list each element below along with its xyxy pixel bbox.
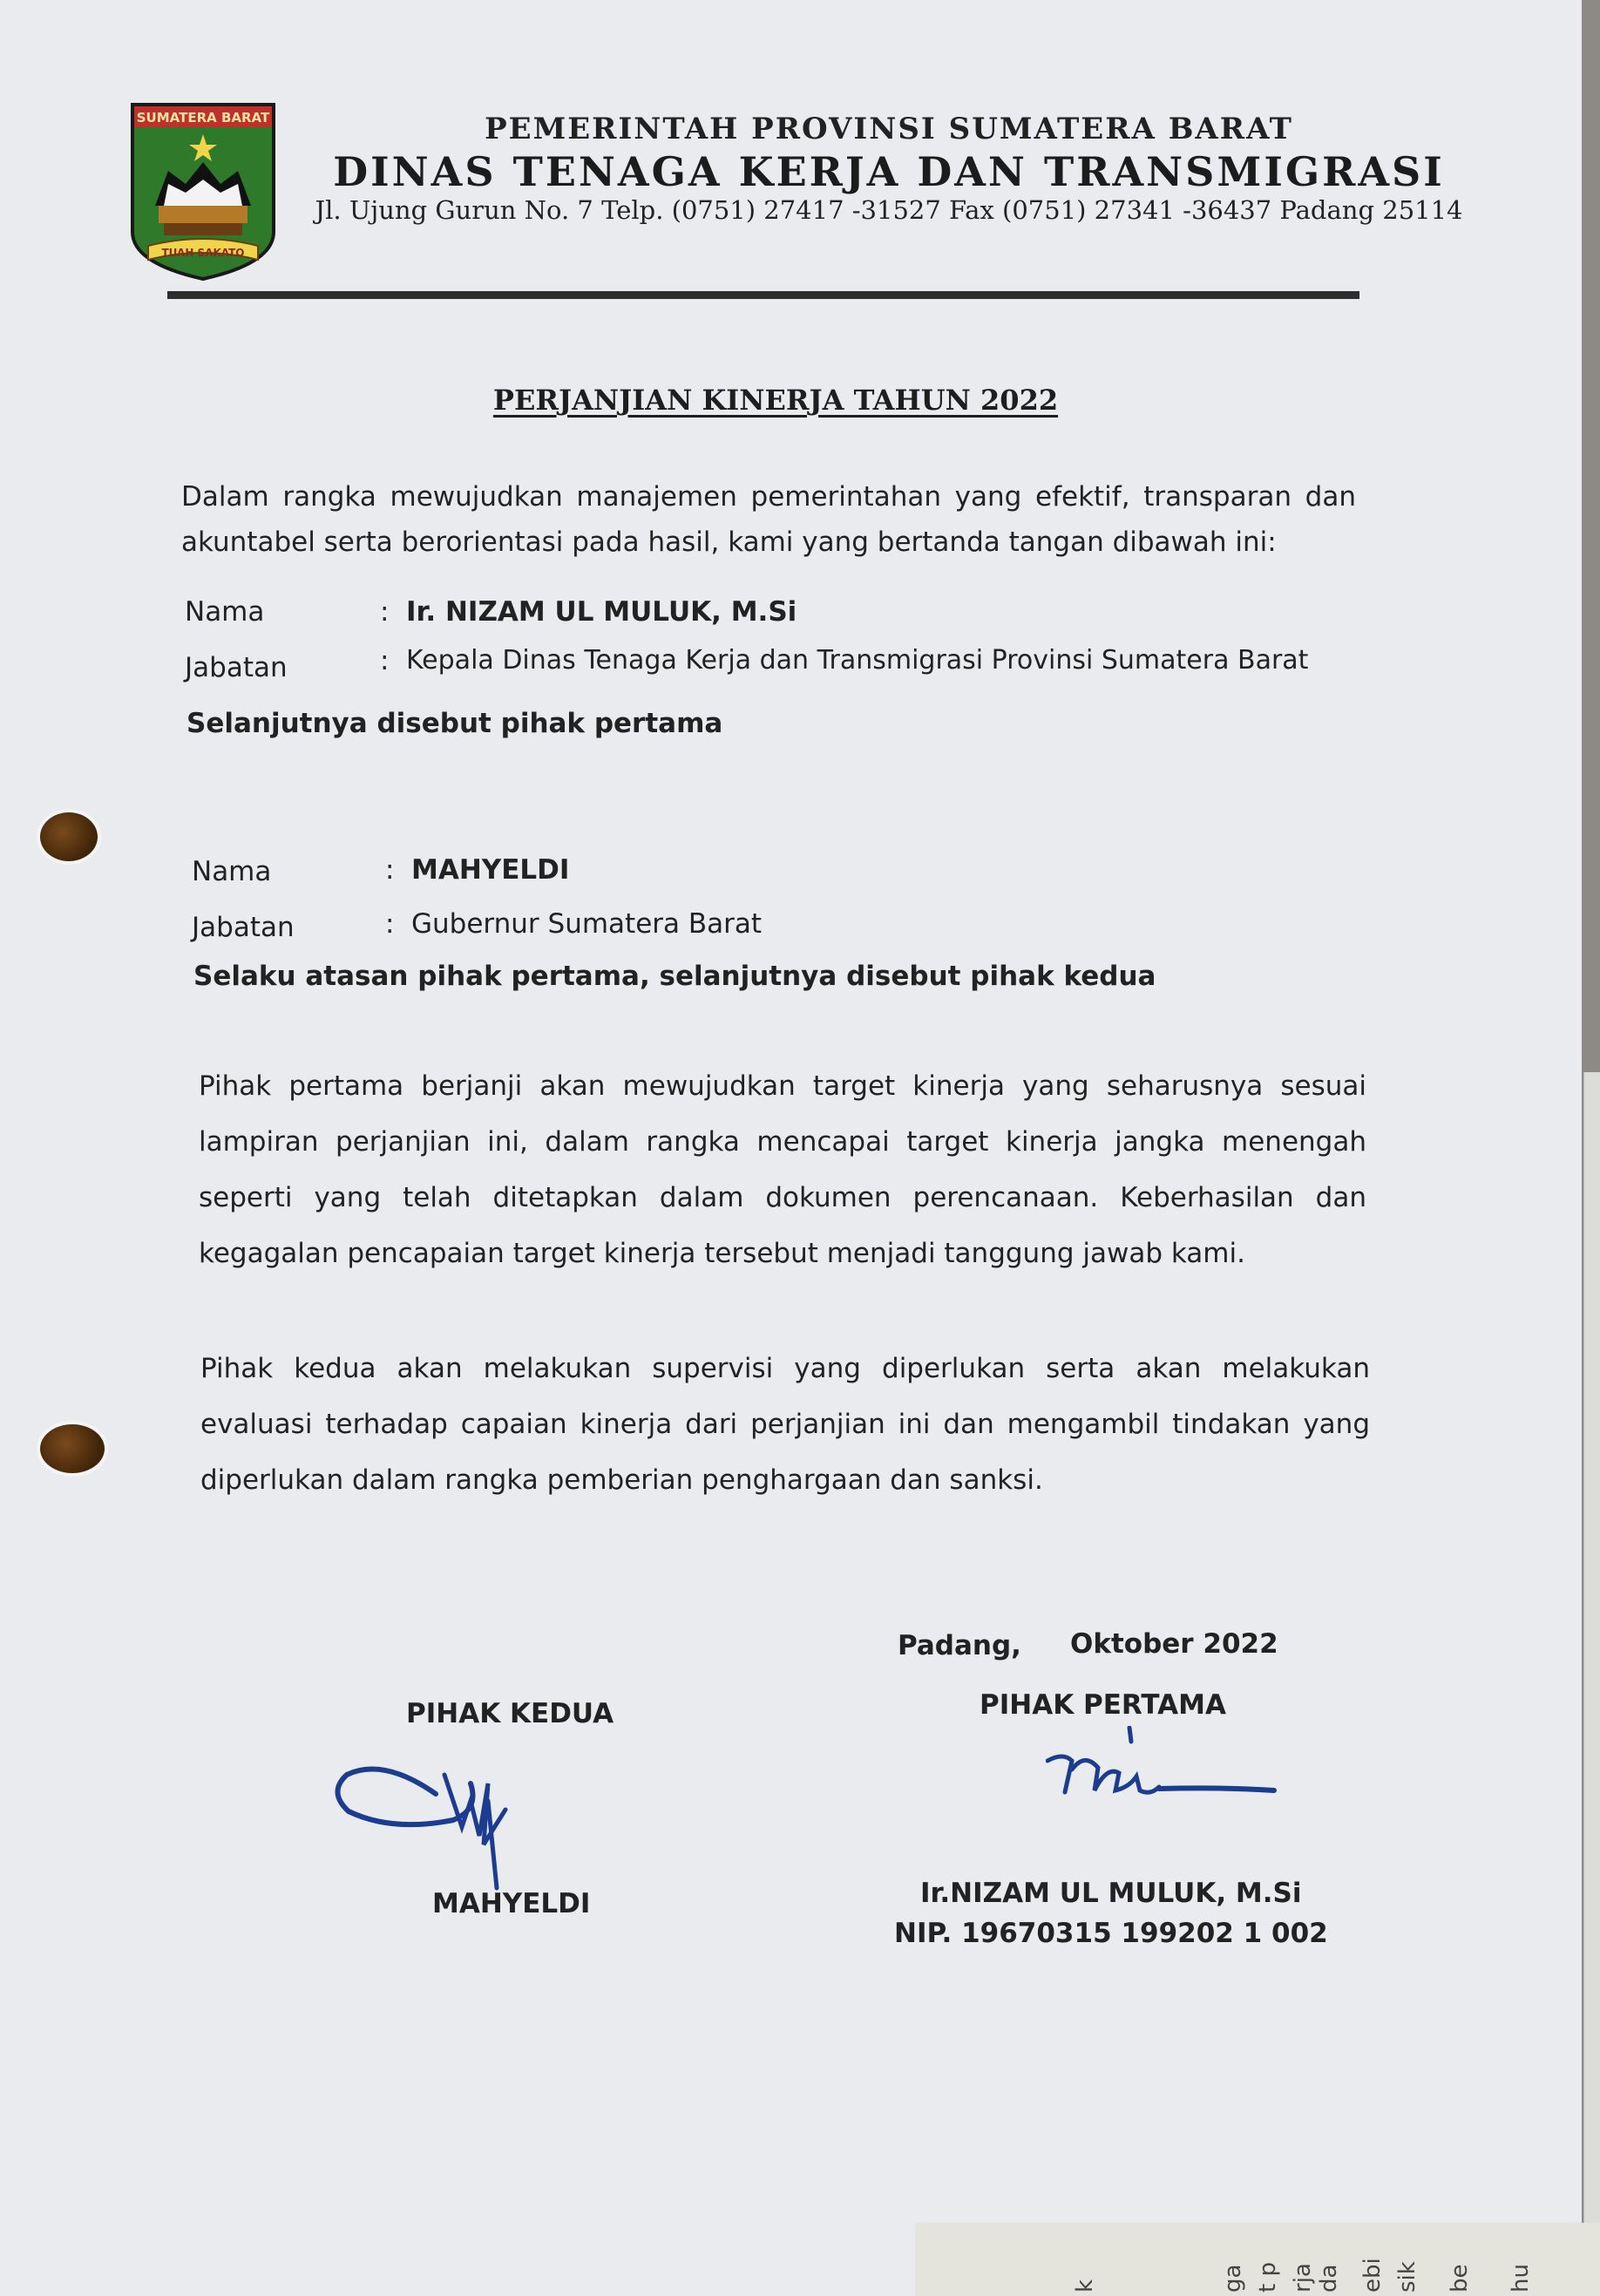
paragraph2-line: Pihak kedua akan melakukan supervisi yang diperlukan serta akan melakukan (200, 1353, 1370, 1384)
punch-hole (40, 812, 98, 861)
province-emblem-logo (129, 101, 277, 281)
left-handwritten-signature (331, 1749, 540, 1900)
signing-place: Padang, (898, 1630, 1021, 1661)
underlying-page-strip (915, 2223, 1600, 2296)
paragraph1-line: lampiran perjanjian ini, dalam rangka mencapai target kinerja jangka menengah (199, 1126, 1366, 1158)
paragraph2-line: evaluasi terhadap capaian kinerja dari perjanjian ini dan mengambil tindakan yang (200, 1409, 1370, 1440)
underlying-fragment: t p (1255, 2262, 1281, 2293)
party1-note: Selanjutnya disebut pihak pertama (186, 708, 723, 739)
party2-nama-label: Nama (192, 856, 272, 887)
underlying-fragment: da (1316, 2264, 1342, 2293)
party1-jabatan-label: Jabatan (185, 652, 288, 683)
party1-nama-value: Ir. NIZAM UL MULUK, M.Si (406, 596, 797, 628)
left-signatory-name: MAHYELDI (432, 1888, 591, 1919)
party2-jabatan-label: Jabatan (192, 912, 295, 943)
party1-jabatan-colon: : (380, 645, 390, 676)
party2-jabatan-colon: : (385, 908, 395, 940)
letterhead-address: Jl. Ujung Gurun No. 7 Telp. (0751) 27417 -31527 Fax (0751) 27341 -36437 Padang 25114 (315, 195, 1463, 225)
underlying-fragment: k (1072, 2279, 1098, 2293)
party2-nama-value: MAHYELDI (411, 854, 570, 886)
logo-top-text: SUMATERA BARAT (136, 110, 270, 126)
left-signatory-role: PIHAK KEDUA (406, 1698, 614, 1729)
right-signatory-nip: NIP. 19670315 199202 1 002 (894, 1918, 1328, 1949)
intro-paragraph: Dalam rangka mewujudkan manajemen pemerintahan yang efektif, transparan dan akuntabel serta berorientasi pada hasil, kami yang bertanda tangan dibawah ini: (181, 481, 1356, 558)
underlying-fragment: ga (1220, 2264, 1246, 2293)
party1-jabatan-value: Kepala Dinas Tenaga Kerja dan Transmigrasi Provinsi Sumatera Barat (406, 645, 1309, 676)
punch-hole (40, 1424, 105, 1473)
paragraph1-line: Pihak pertama berjanji akan mewujudkan target kinerja yang seharusnya sesuai (199, 1070, 1366, 1102)
document-title: PERJANJIAN KINERJA TAHUN 2022 (492, 384, 1059, 417)
letterhead-government: PEMERINTAH PROVINSI SUMATERA BARAT (485, 112, 1293, 146)
party2-note: Selaku atasan pihak pertama, selanjutnya disebut pihak kedua (193, 961, 1156, 992)
letterhead-divider (167, 291, 1359, 299)
party2-jabatan-value: Gubernur Sumatera Barat (411, 908, 763, 940)
underlying-fragment: hu (1508, 2264, 1534, 2293)
underlying-fragment: rja (1290, 2263, 1316, 2293)
paragraph1-line: kegagalan pencapaian target kinerja tersebut menjadi tanggung jawab kami. (199, 1238, 1245, 1269)
right-signatory-name: Ir.NIZAM UL MULUK, M.Si (920, 1878, 1302, 1909)
signing-date: Oktober 2022 (1070, 1628, 1278, 1660)
underlying-fragment: be (1447, 2264, 1473, 2293)
paragraph2-line: diperlukan dalam rangka pemberian penghargaan dan sanksi. (200, 1464, 1043, 1496)
paragraph1-line: seperti yang telah ditetapkan dalam dokumen perencanaan. Keberhasilan dan (199, 1182, 1366, 1213)
party1-nama-colon: : (380, 596, 390, 628)
party2-nama-colon: : (385, 854, 395, 886)
letterhead-agency: DINAS TENAGA KERJA DAN TRANSMIGRASI (333, 148, 1445, 195)
underlying-fragment: ebi (1359, 2258, 1386, 2293)
underlying-fragment: sik (1394, 2261, 1420, 2293)
party1-nama-label: Nama (185, 596, 265, 628)
right-signatory-role: PIHAK PERTAMA (980, 1689, 1226, 1721)
logo-bottom-text: TUAH SAKATO (161, 247, 245, 259)
underlying-page-edge (1583, 1072, 1600, 2293)
right-handwritten-signature (1046, 1726, 1290, 1808)
